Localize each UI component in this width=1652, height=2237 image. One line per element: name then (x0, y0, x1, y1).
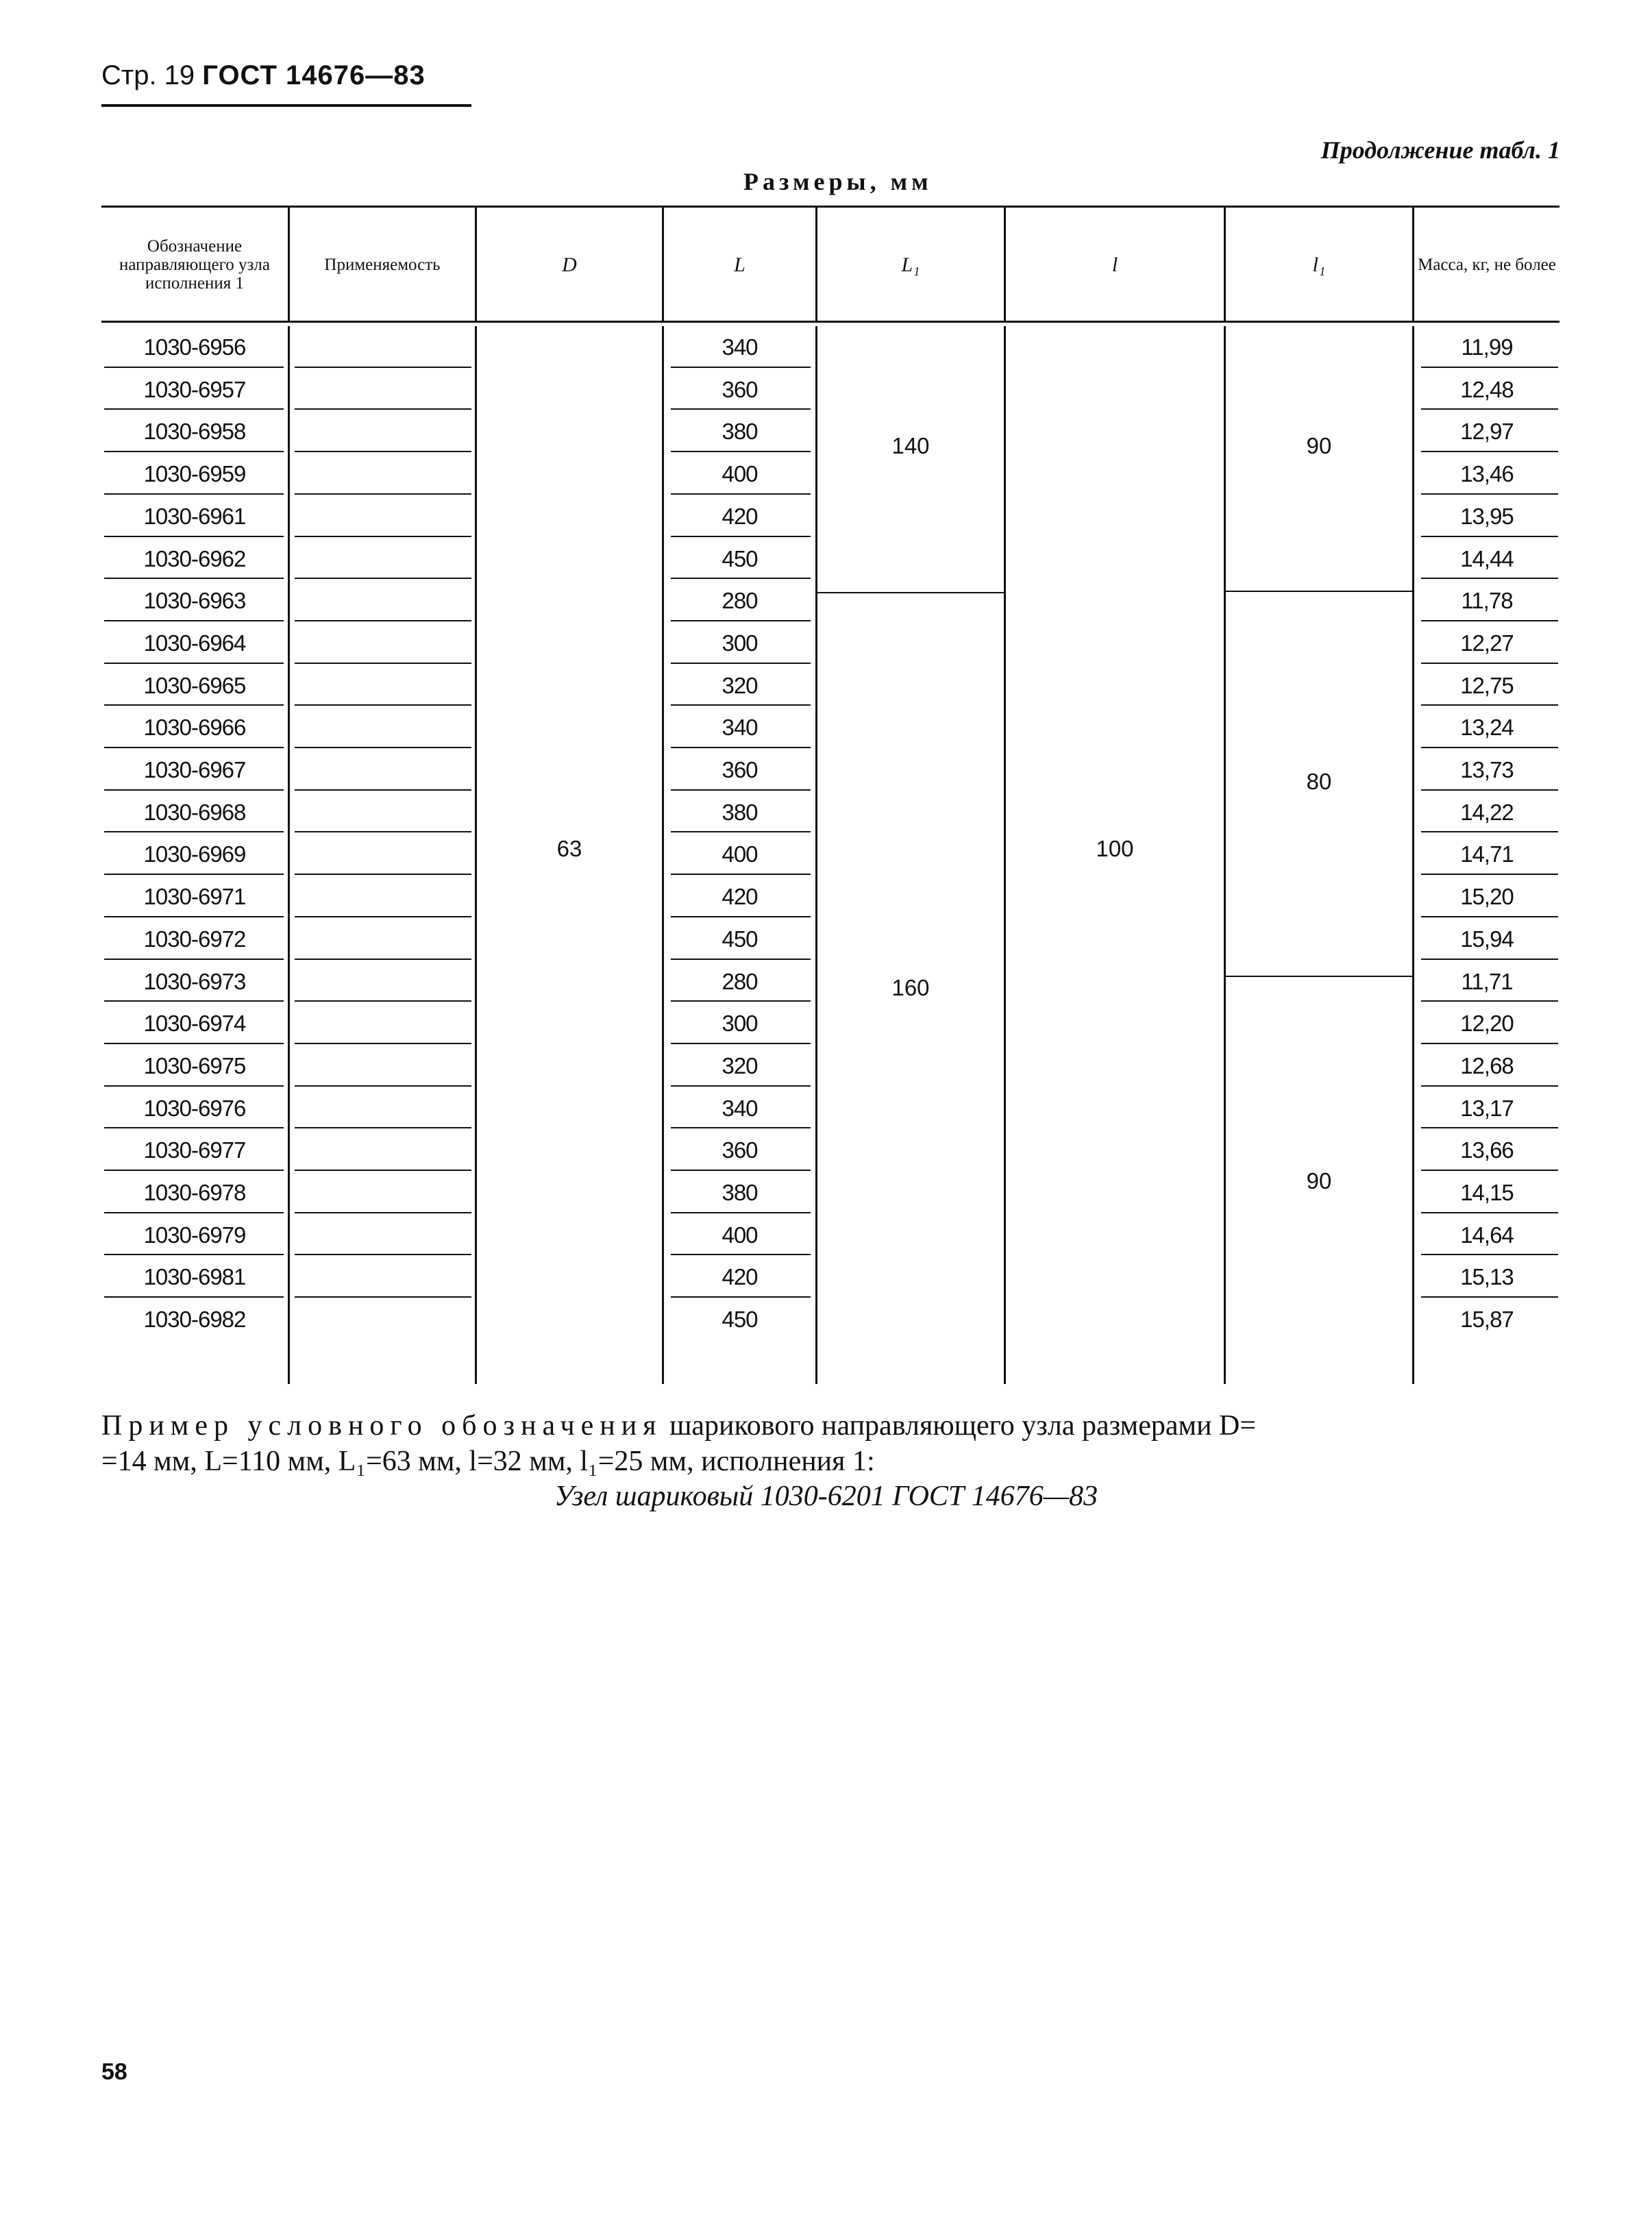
cell-L: 420 (722, 503, 758, 529)
row-rule (295, 536, 471, 537)
cell-code: 1030-6971 (143, 884, 246, 910)
cell-mass: 11,71 (1461, 968, 1513, 994)
row-rule (671, 451, 811, 452)
cell-L: 400 (722, 841, 758, 867)
row-rule (104, 1000, 284, 1002)
cell-L: 400 (722, 461, 758, 487)
table-header-rule (101, 321, 1559, 323)
row-rule (295, 1296, 471, 1298)
cell-mass: 12,68 (1460, 1052, 1514, 1078)
col-header-mass: Масса, кг, не более (1418, 255, 1556, 274)
row-rule (295, 1043, 471, 1044)
row-rule (295, 1085, 471, 1087)
row-rule (671, 536, 811, 537)
cell-L: 420 (722, 1264, 758, 1290)
row-rule (1421, 789, 1558, 791)
header-divider (1004, 206, 1006, 323)
col-header-D: D (562, 253, 577, 276)
row-rule (671, 1000, 811, 1002)
row-rule (104, 1296, 284, 1298)
row-rule (671, 959, 811, 960)
header-divider (815, 206, 817, 323)
cell-L: 300 (722, 1011, 758, 1037)
l1-group-divider-2 (1226, 976, 1412, 977)
cell-mass: 15,13 (1460, 1264, 1514, 1290)
cell-L: 380 (722, 419, 758, 445)
row-rule (104, 1043, 284, 1044)
cell-code: 1030-6969 (143, 841, 246, 867)
cell-mass: 12,27 (1460, 630, 1514, 656)
body-divider (288, 326, 290, 1384)
row-rule (295, 408, 471, 410)
designation-example (101, 1408, 1559, 1479)
l1-value-90-first: 90 (1306, 433, 1332, 458)
row-rule (295, 959, 471, 960)
row-rule (671, 831, 811, 832)
row-rule (295, 1000, 471, 1002)
row-rule (295, 1212, 471, 1213)
row-rule (671, 747, 811, 748)
row-rule (104, 874, 284, 875)
body-divider (1224, 326, 1226, 1384)
row-rule (671, 1127, 811, 1128)
row-rule (104, 1085, 284, 1087)
cell-L: 450 (722, 545, 758, 571)
l1-value-80: 80 (1306, 769, 1332, 794)
page-header (101, 60, 471, 101)
row-rule (295, 1254, 471, 1255)
row-rule (1421, 536, 1558, 537)
row-rule (1421, 874, 1558, 875)
row-rule (671, 663, 811, 664)
row-rule (1421, 1127, 1558, 1128)
row-rule (671, 408, 811, 410)
units-label: Размеры, мм (743, 168, 933, 195)
row-rule (671, 1254, 811, 1255)
cell-code: 1030-6976 (143, 1095, 246, 1121)
row-rule (104, 578, 284, 579)
cell-code: 1030-6967 (143, 757, 246, 782)
col-header-applicability: Применяемость (324, 255, 441, 274)
row-rule (1421, 1254, 1558, 1255)
col-header-L1: L₁ (901, 253, 920, 276)
cell-code: 1030-6981 (143, 1264, 246, 1290)
row-rule (295, 663, 471, 664)
col-header-code: Обозначение направляющего узла исполнения 1 (119, 236, 270, 293)
row-rule (295, 916, 471, 917)
row-rule (104, 367, 284, 368)
L1-value-140: 140 (891, 433, 930, 458)
row-rule (1421, 959, 1558, 960)
row-rule (104, 1212, 284, 1213)
row-rule (1421, 451, 1558, 452)
cell-L: 360 (722, 376, 758, 402)
cell-code: 1030-6956 (143, 334, 246, 360)
cell-code: 1030-6958 (143, 419, 246, 445)
row-rule (104, 408, 284, 410)
cell-code: 1030-6966 (143, 715, 246, 741)
row-rule (671, 1212, 811, 1213)
header-divider (1412, 206, 1414, 323)
row-rule (104, 831, 284, 832)
row-rule (1421, 1043, 1558, 1044)
cell-mass: 13,95 (1460, 503, 1514, 529)
row-rule (295, 578, 471, 579)
L1-value-160: 160 (891, 975, 930, 1000)
cell-mass: 12,75 (1460, 672, 1514, 698)
cell-code: 1030-6962 (143, 545, 246, 571)
cell-code: 1030-6979 (143, 1222, 246, 1248)
row-rule (1421, 1085, 1558, 1087)
cell-L: 300 (722, 630, 758, 656)
cell-mass: 14,64 (1460, 1222, 1514, 1248)
cell-code: 1030-6975 (143, 1052, 246, 1078)
cell-L: 400 (722, 1222, 758, 1248)
row-rule (104, 704, 284, 706)
dimensions-table (101, 206, 1559, 1384)
example-lead: Пример условного обозначения (101, 1410, 663, 1442)
cell-mass: 15,94 (1460, 926, 1514, 952)
row-rule (671, 1085, 811, 1087)
cell-code: 1030-6964 (143, 630, 246, 656)
row-rule (104, 916, 284, 917)
col-header-l1: l₁ (1312, 253, 1326, 276)
l1-group-divider-1 (1226, 591, 1412, 592)
row-rule (671, 874, 811, 875)
cell-L: 360 (722, 757, 758, 782)
row-rule (671, 620, 811, 621)
row-rule (104, 1254, 284, 1255)
cell-code: 1030-6965 (143, 672, 246, 698)
cell-mass: 13,73 (1460, 757, 1514, 782)
cell-code: 1030-6959 (143, 461, 246, 487)
cell-mass: 12,97 (1460, 419, 1514, 445)
l1-value-90-second: 90 (1306, 1168, 1332, 1194)
cell-mass: 14,44 (1460, 545, 1514, 571)
L1-group-divider (817, 592, 1004, 593)
row-rule (1421, 704, 1558, 706)
cell-mass: 14,22 (1460, 799, 1514, 825)
col-header-l: l (1111, 253, 1118, 276)
row-rule (295, 367, 471, 368)
row-rule (1421, 1212, 1558, 1213)
l-value: 100 (1096, 836, 1134, 861)
cell-mass: 15,20 (1460, 884, 1514, 910)
row-rule (671, 1296, 811, 1298)
cell-code: 1030-6961 (143, 503, 246, 529)
cell-L: 380 (722, 799, 758, 825)
D-value: 63 (556, 836, 582, 861)
row-rule (1421, 367, 1558, 368)
cell-mass: 13,24 (1460, 715, 1514, 741)
header-divider (475, 206, 477, 323)
row-rule (1421, 493, 1558, 495)
row-rule (104, 620, 284, 621)
header-divider (1224, 206, 1226, 323)
cell-code: 1030-6957 (143, 376, 246, 402)
row-rule (1421, 408, 1558, 410)
cell-mass: 12,20 (1460, 1011, 1514, 1037)
example-text-1: шарикового направляющего узла размерами D= (669, 1410, 1257, 1442)
cell-mass: 15,87 (1460, 1307, 1514, 1333)
example-designation-code: Узел шариковый 1030-6201 ГОСТ 14676—83 (554, 1481, 1098, 1512)
row-rule (104, 959, 284, 960)
row-rule (671, 367, 811, 368)
cell-code: 1030-6982 (143, 1307, 246, 1333)
cell-L: 320 (722, 672, 758, 698)
row-rule (671, 578, 811, 579)
cell-L: 340 (722, 715, 758, 741)
cell-L: 340 (722, 1095, 758, 1121)
cell-L: 380 (722, 1180, 758, 1205)
cell-L: 320 (722, 1052, 758, 1078)
cell-mass: 13,17 (1460, 1095, 1514, 1121)
cell-L: 340 (722, 334, 758, 360)
body-divider (815, 326, 817, 1384)
cell-mass: 11,99 (1461, 334, 1513, 360)
header-divider (288, 206, 290, 323)
row-rule (104, 451, 284, 452)
row-rule (1421, 578, 1558, 579)
cell-code: 1030-6977 (143, 1137, 246, 1163)
cell-L: 420 (722, 884, 758, 910)
row-rule (1421, 620, 1558, 621)
row-rule (1421, 831, 1558, 832)
cell-code: 1030-6978 (143, 1180, 246, 1205)
row-rule (671, 1043, 811, 1044)
cell-mass: 13,66 (1460, 1137, 1514, 1163)
cell-mass: 12,48 (1460, 376, 1514, 402)
row-rule (295, 789, 471, 791)
row-rule (295, 874, 471, 875)
row-rule (1421, 663, 1558, 664)
cell-L: 280 (722, 588, 758, 614)
row-rule (1421, 1000, 1558, 1002)
header-rule (101, 104, 471, 107)
cell-code: 1030-6974 (143, 1011, 246, 1037)
page-label: Стр. 19 (101, 60, 195, 90)
row-rule (671, 704, 811, 706)
row-rule (104, 789, 284, 791)
table-top-rule (101, 206, 1559, 208)
row-rule (295, 704, 471, 706)
cell-code: 1030-6973 (143, 968, 246, 994)
cell-L: 280 (722, 968, 758, 994)
row-rule (104, 747, 284, 748)
cell-mass: 11,78 (1461, 588, 1513, 614)
page-number: 58 (101, 2059, 127, 2085)
cell-mass: 14,15 (1460, 1180, 1514, 1205)
col-header-L: L (734, 253, 745, 276)
row-rule (1421, 916, 1558, 917)
cell-L: 450 (722, 1307, 758, 1333)
row-rule (104, 663, 284, 664)
row-rule (671, 493, 811, 495)
row-rule (295, 1127, 471, 1128)
cell-mass: 13,46 (1460, 461, 1514, 487)
cell-code: 1030-6972 (143, 926, 246, 952)
row-rule (104, 536, 284, 537)
cell-code: 1030-6968 (143, 799, 246, 825)
row-rule (295, 451, 471, 452)
row-rule (104, 1170, 284, 1171)
row-rule (295, 1170, 471, 1171)
row-rule (295, 493, 471, 495)
row-rule (671, 1170, 811, 1171)
row-rule (671, 916, 811, 917)
row-rule (1421, 1296, 1558, 1298)
cell-mass: 14,71 (1460, 841, 1514, 867)
row-rule (104, 493, 284, 495)
standard-number: ГОСТ 14676—83 (202, 60, 426, 90)
row-rule (295, 747, 471, 748)
header-divider (662, 206, 664, 323)
row-rule (295, 831, 471, 832)
row-rule (104, 1127, 284, 1128)
cell-L: 450 (722, 926, 758, 952)
table-continuation-label: Продолжение табл. 1 (1320, 136, 1560, 164)
row-rule (295, 620, 471, 621)
example-text-2: =14 мм, L=110 мм, L₁=63 мм, l=32 мм, l₁=25 мм, исполнения 1: (101, 1446, 875, 1477)
row-rule (671, 789, 811, 791)
cell-L: 360 (722, 1137, 758, 1163)
cell-code: 1030-6963 (143, 588, 246, 614)
row-rule (1421, 747, 1558, 748)
row-rule (1421, 1170, 1558, 1171)
